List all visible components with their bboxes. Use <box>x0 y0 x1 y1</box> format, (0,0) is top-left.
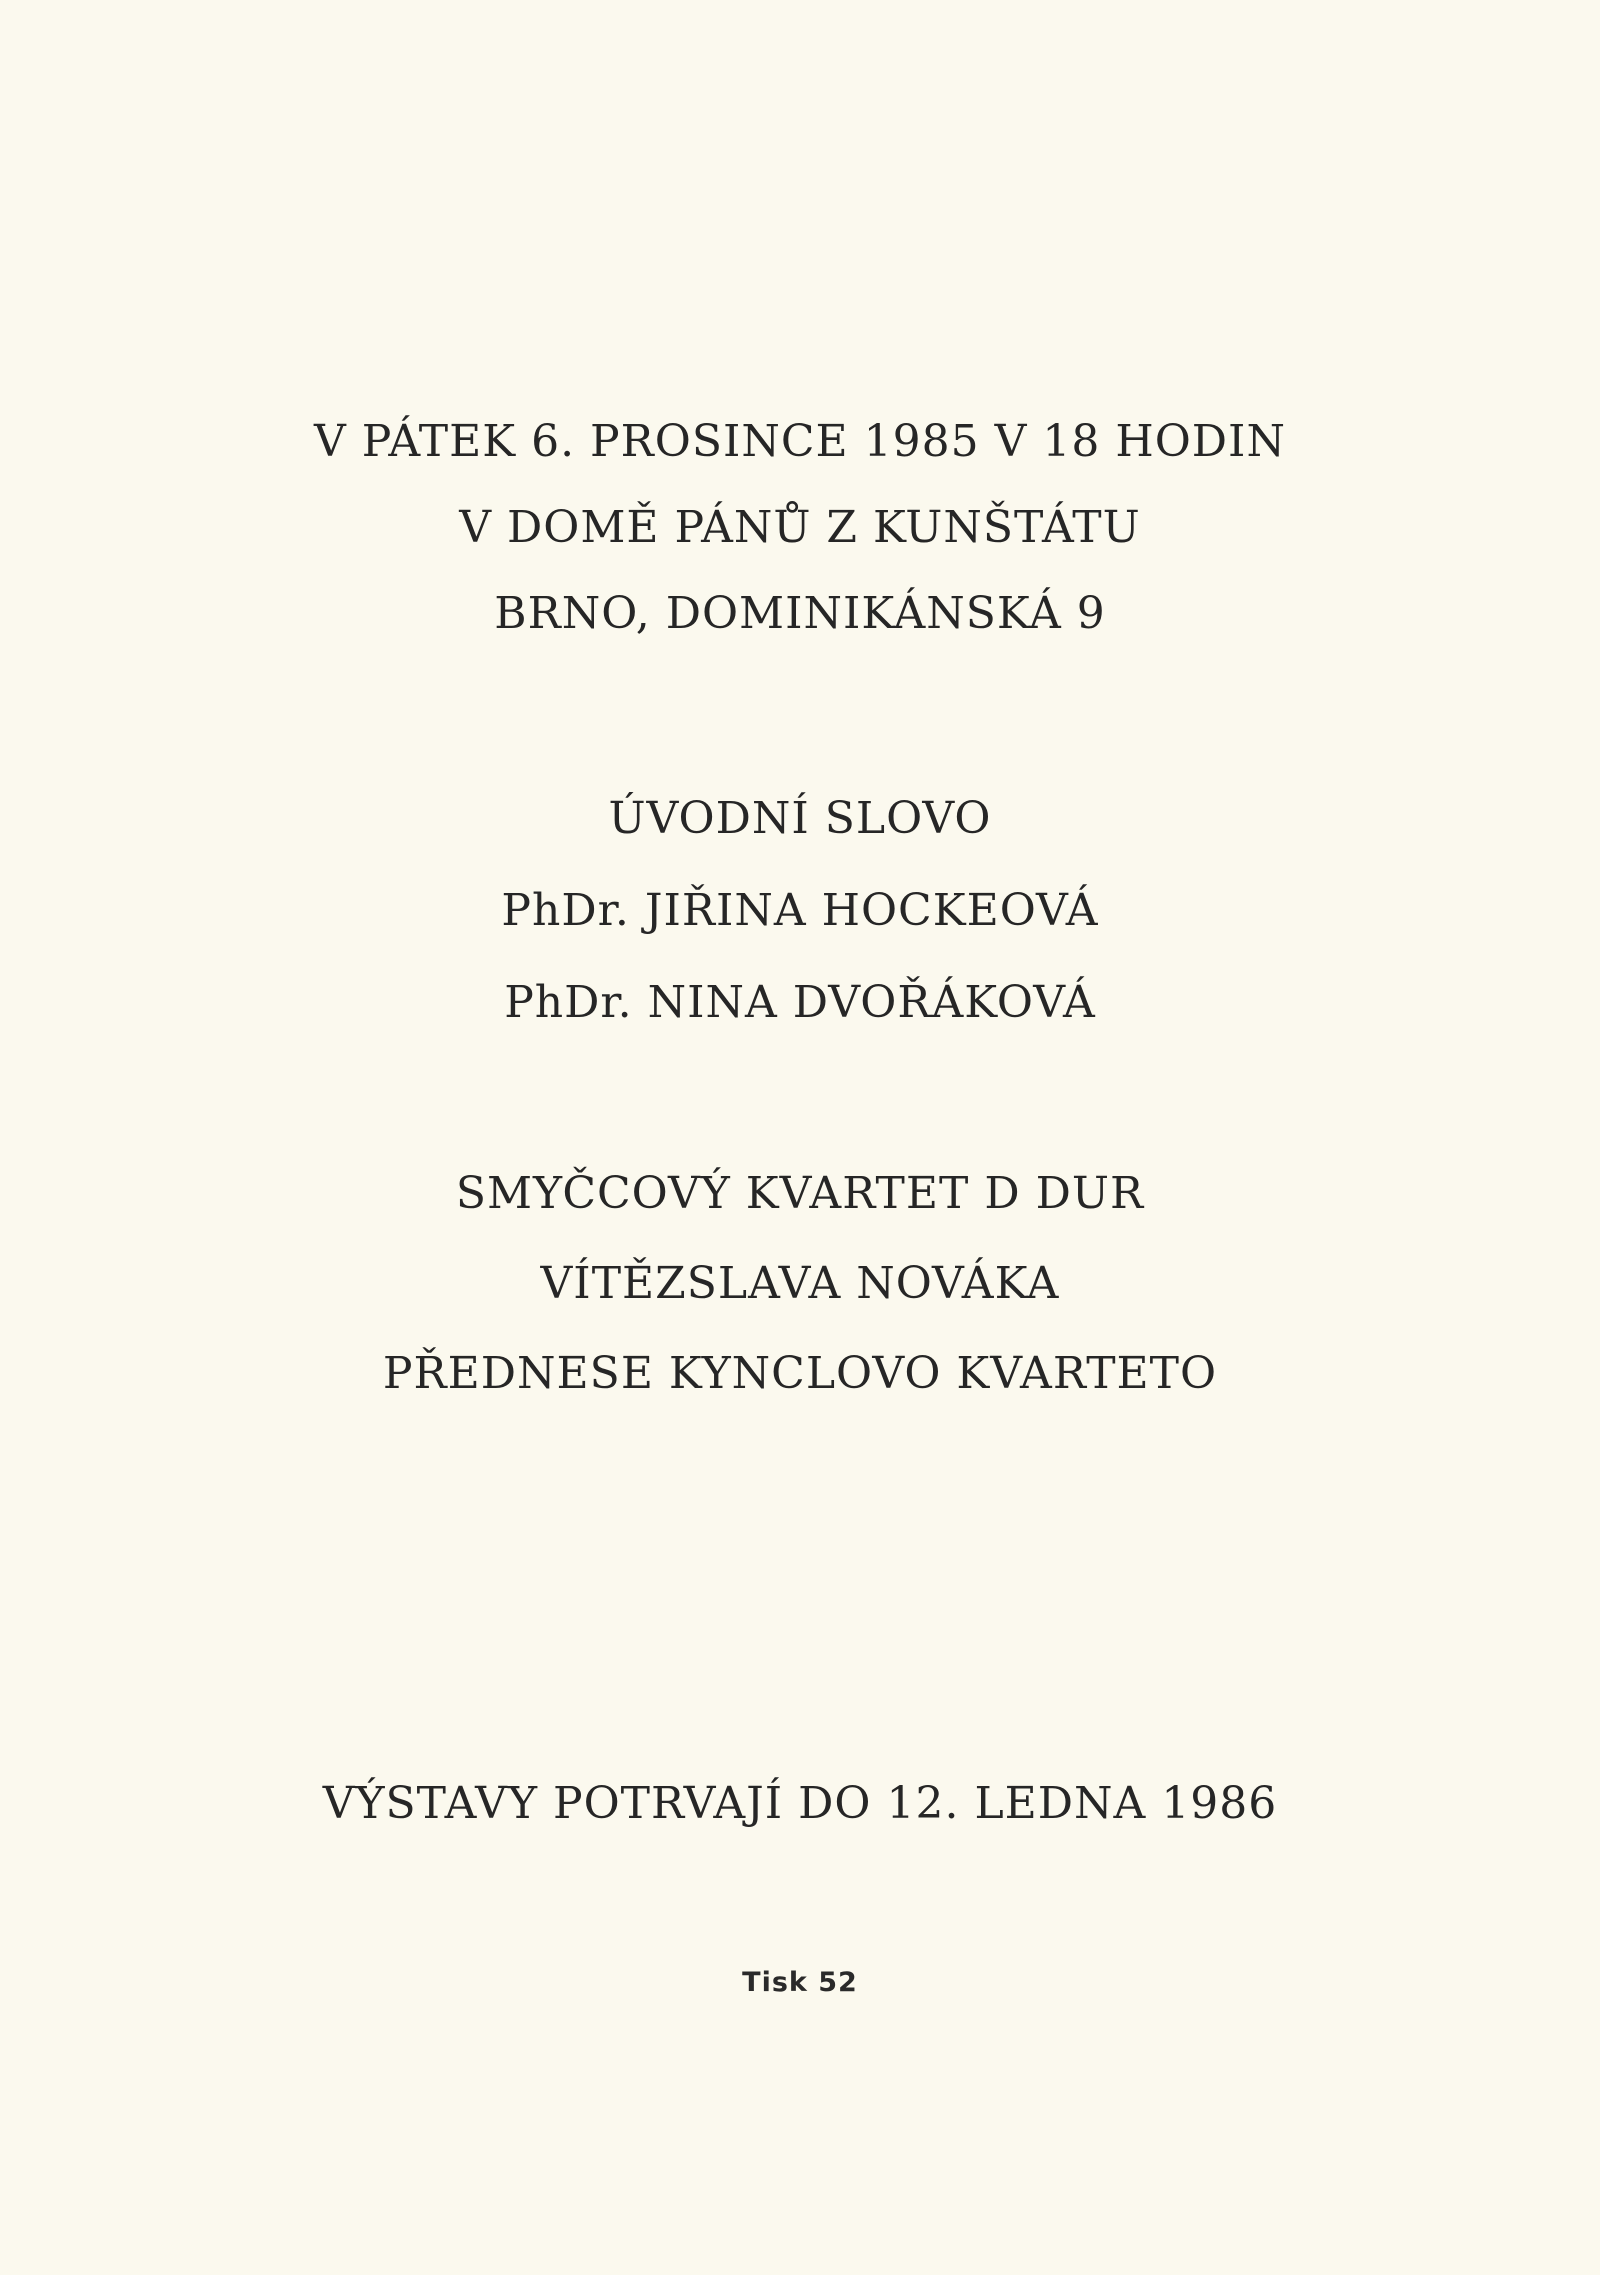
performer-ensemble: PŘEDNESE KYNCLOVO KVARTETO <box>382 1348 1218 1399</box>
event-address: BRNO, DOMINIKÁNSKÁ 9 <box>494 588 1106 639</box>
composer-name: VÍTĚZSLAVA NOVÁKA <box>540 1258 1060 1309</box>
event-details <box>0 416 1600 639</box>
speaker-name: PhDr. NINA DVOŘÁKOVÁ <box>504 977 1096 1028</box>
exhibition-end-date: VÝSTAVY POTRVAJÍ DO 12. LEDNA 1986 <box>322 1778 1278 1829</box>
introduction-section <box>0 793 1600 1028</box>
music-section <box>0 1168 1600 1399</box>
introduction-heading: ÚVODNÍ SLOVO <box>608 793 992 844</box>
music-piece-title: SMYČCOVÝ KVARTET D DUR <box>455 1168 1145 1219</box>
print-number: Tisk 52 <box>742 1967 858 1998</box>
event-date-time: V PÁTEK 6. PROSINCE 1985 V 18 HODIN <box>314 416 1286 467</box>
event-venue: V DOMĚ PÁNŮ Z KUNŠTÁTU <box>459 502 1141 553</box>
speaker-name: PhDr. JIŘINA HOCKEOVÁ <box>501 885 1099 936</box>
exhibition-duration <box>0 1778 1600 1829</box>
